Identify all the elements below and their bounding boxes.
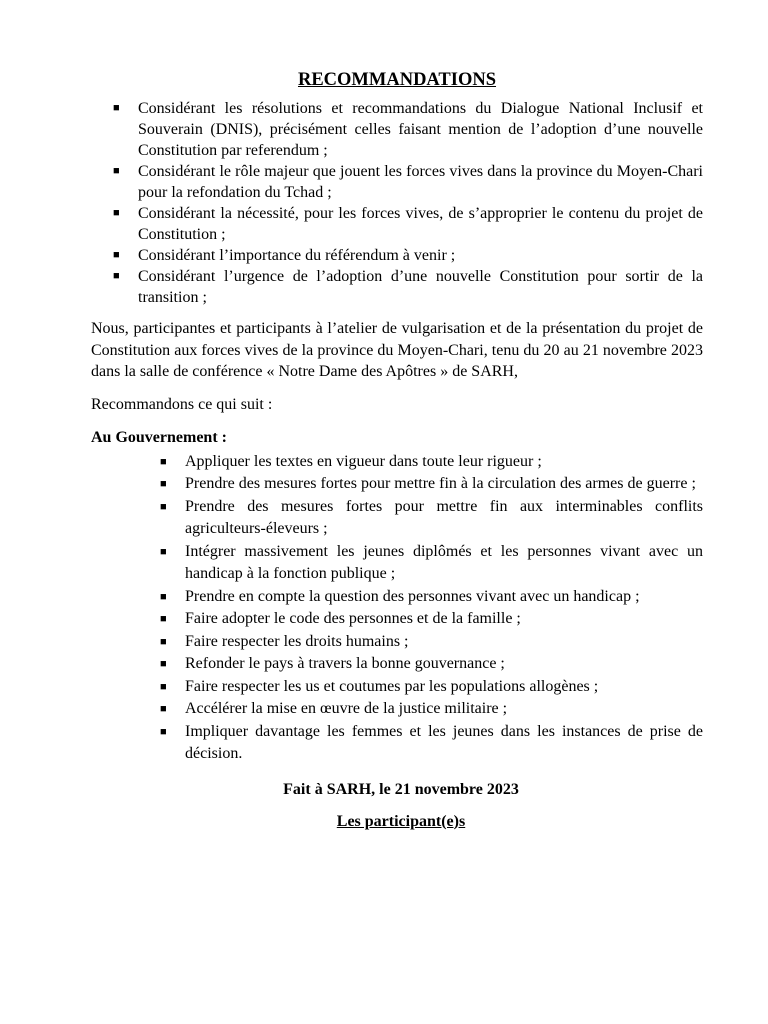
considerant-item-text: Considérant l’urgence de l’adoption d’une nouvelle Constitution pour sortir de la transition ; [138,268,703,306]
square-bullet-icon: ■ [160,455,167,468]
square-bullet-icon: ■ [160,613,167,625]
considerant-item [91,98,703,161]
square-bullet-icon: ■ [113,165,120,177]
document-title: RECOMMANDATIONS [297,70,497,90]
considerant-item-text: Considérant l’importance du référendum à venir ; [138,247,456,264]
square-bullet-icon: ■ [113,270,120,282]
place-date-line: Fait à SARH, le 21 novembre 2023 [283,780,519,798]
square-bullet-icon: ■ [113,102,120,114]
considerant-item [91,161,703,203]
considerant-item [91,266,703,308]
square-bullet-icon: ■ [113,207,120,219]
recommendation-item [91,473,703,496]
recommendation-item [91,676,703,699]
recommendation-item [91,653,703,676]
participants-paragraph: Nous, participantes et participants à l’atelier de vulgarisation et de la présentation du projet de Constitution aux forces vives de la province du Moyen-Chari, tenu du 20 au 21 novembre 2023 dans la salle de conférence « Notre Dame des Apôtres » de SARH, [91,320,703,380]
considerants-list [91,98,703,308]
recommendation-item [91,608,703,631]
signature-line: Les participant(e)s [336,812,466,830]
recommendation-item-text: Intégrer massivement les jeunes diplômés et les personnes vivant avec un handicap à la fonction publique ; [185,542,703,582]
square-bullet-icon: ■ [160,635,167,648]
recommendation-item-text: Refonder le pays à travers la bonne gouvernance ; [185,655,505,672]
considerant-item [91,203,703,245]
square-bullet-icon: ■ [160,545,167,558]
recommend-intro: Recommandons ce qui suit : [91,395,273,413]
recommendation-item-text: Prendre des mesures fortes pour mettre fin aux interminables conflits agriculteurs-éleveurs ; [185,497,703,537]
recommendation-item [91,496,703,541]
recommendation-item [91,586,703,609]
square-bullet-icon: ■ [160,478,167,490]
recommendation-item-text: Faire respecter les us et coutumes par les populations allogènes ; [185,677,599,695]
considerant-item-text: Considérant le rôle majeur que jouent les forces vives dans la province du Moyen-Chari pour la refondation du Tchad ; [138,163,703,201]
considerant-item [91,245,703,266]
square-bullet-icon: ■ [160,680,167,693]
square-bullet-icon: ■ [160,500,167,513]
recommendation-item-text: Impliquer davantage les femmes et les jeunes dans les instances de prise de décision. [185,722,703,762]
considerant-item-text: Considérant la nécessité, pour les forces vives, de s’approprier le contenu du projet de Constitution ; [138,205,703,243]
recommendation-item-text: Faire respecter les droits humains ; [185,632,409,650]
recommendation-item-text: Accélérer la mise en œuvre de la justice militaire ; [185,700,508,717]
recommendation-item [91,451,703,474]
considerant-item-text: Considérant les résolutions et recommandations du Dialogue National Inclusif et Souverain (DNIS), précisément celles faisant mention de l’adoption d’une nouvelle Constitution par referendum ; [138,100,703,159]
recommendation-item-text: Faire adopter le code des personnes et de la famille ; [185,610,521,627]
recommendation-item-text: Prendre en compte la question des personnes vivant avec un handicap ; [185,587,640,605]
gouvernement-heading: Au Gouvernement : [91,429,227,446]
recommendation-item [91,631,703,654]
square-bullet-icon: ■ [160,658,167,670]
square-bullet-icon: ■ [160,725,167,738]
gouvernement-recommendations-list [91,451,703,766]
recommendation-item-text: Prendre des mesures fortes pour mettre fin à la circulation des armes de guerre ; [185,475,696,492]
recommendation-item [91,721,703,766]
recommendation-item [91,541,703,586]
square-bullet-icon: ■ [113,249,120,261]
document-page [91,68,703,833]
recommendation-item [91,698,703,721]
square-bullet-icon: ■ [160,590,167,603]
recommendation-item-text: Appliquer les textes en vigueur dans toute leur rigueur ; [185,452,542,470]
square-bullet-icon: ■ [160,703,167,715]
